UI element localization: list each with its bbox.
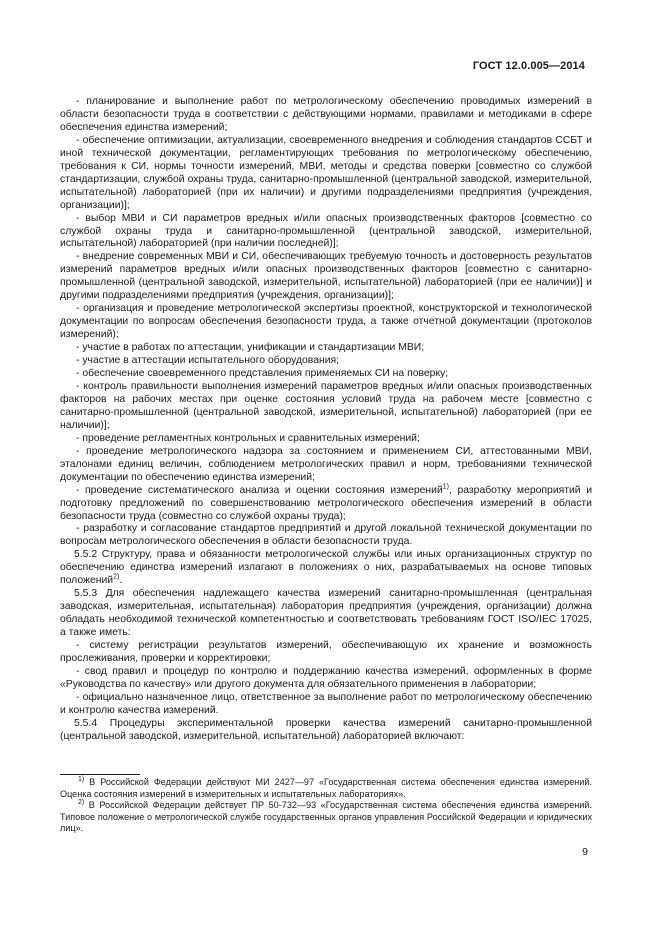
paragraph-text: - проведение систематического анализа и оценки состояния измерений: [76, 484, 443, 496]
paragraph-text: .: [119, 575, 123, 587]
footnotes: [60, 774, 592, 835]
paragraph: - свод правил и процедур по контролю и поддержанию качества измерений, оформленных в форме «Руководства по качеству» или другого документа для обязательного применения в лаборатории;: [60, 665, 592, 690]
footnote-mark: 1): [78, 775, 85, 783]
clause-5-5-3: 5.5.3 Для обеспечения надлежащего качества измерений санитарно-промышленная (центральная заводская, измерительная, испытательная) лаборатория предприятия (учреждения, организации) должна обладать необходимой технической компетентностью и соответствовать требованиям ГОСТ ISO/IEC 17025, а также иметь:: [60, 588, 592, 639]
footnote: [60, 777, 592, 800]
paragraph: - проведение регламентных контрольных и сравнительных измерений;: [76, 432, 420, 444]
paragraph: - обеспечение своевременного представления применяемых СИ на поверку;: [76, 368, 449, 380]
page-number: 9: [582, 846, 588, 858]
paragraph: - официально назначенное лицо, ответственное за выполнение работ по метрологическому обеспечению и контролю качества измерений.: [60, 691, 592, 716]
paragraph: - участие в аттестации испытательного оборудования;: [76, 355, 340, 367]
paragraph-text: , разработку мероприятий и подготовку предложений по совершенствованию метрологического обеспечения измерений в области безопасности труда (совместно со службой охраны труда);: [60, 484, 592, 522]
paragraph: [60, 485, 592, 524]
paragraph: - обеспечение оптимизации, актуализации, своевременного внедрения и соблюдения стандартов ССБТ и иной технической документации, регламентирующих требования по метрологическому обеспечению, требования к СИ, нормы точности измерений, МВИ, методы и средства поверки [совместно со службой стандартизации, службой охраны труда, санитарно-промышленной (центральной заводской, измерительной, испытательной) лабораторией (при их наличии) и другими подразделениями предприятия (учреждения, организации)];: [60, 134, 592, 211]
paragraph: - систему регистрации результатов измерений, обеспечивающую их хранение и возможность прослеживания, проверки и корректировки;: [60, 640, 592, 664]
footnote-ref: 2): [113, 573, 120, 581]
paragraph: - проведение метрологического надзора за состоянием и применением СИ, аттестованными МВИ, эталонами единиц величин, соблюдением метрологических правил и норм, требованиями технической документации по обеспечению единства измерений;: [60, 445, 592, 483]
paragraph: - планирование и выполнение работ по метрологическому обеспечению проводимых измерений в области безопасности труда в соответствии с действующими нормами, правилами и методиками в сфере обеспечения единства измерений;: [60, 96, 592, 133]
footnote-mark: 2): [78, 798, 85, 806]
clause-5-5-4: 5.5.4 Процедуры экспериментальной проверки качества измерений санитарно-промышленной (центральной заводской, измерительной, испытательной) лабораторией включают:: [60, 717, 592, 742]
paragraph: - выбор МВИ и СИ параметров вредных и/или опасных производственных факторов [совместно со службой охраны труда и санитарно-промышленной (центральной заводской, измерительной, испытательной) лабораторией (при наличии последней)];: [60, 212, 592, 250]
paragraph: - внедрение современных МВИ и СИ, обеспечивающих требуемую точность и достоверность результатов измерений параметров вредных и/или опасных производственных факторов [совместно с санитарно-промышленной (центральной заводской, измерительной, испытательной) лабораторией (при ее наличии)] и другими подразделениями предприятия (учреждения, организации)];: [60, 251, 592, 302]
footnote: [60, 800, 592, 835]
paragraph-text: 5.5.2 Структуру, права и обязанности метрологической службы или иных организационных структур по обеспечению единства измерений излагают в положениях о них, разрабатываемых на основе типовых положений: [60, 549, 592, 587]
body-text: [60, 96, 592, 744]
footnote-text: В Российской Федерации действует ПР 50-732—93 «Государственная система обеспечения единства измерений. Типовое положение о метрологической службе государственных органов управления Российской Федерации и юридических лиц».: [60, 800, 592, 833]
paragraph: - контроль правильности выполнения измерений параметров вредных и/или опасных производственных факторов на рабочих местах при оценке состояния условий труда на рабочем месте [совместно с санитарно-промышленной (центральной заводской, измерительной, испытательной) лабораторией (при ее наличии)];: [60, 380, 592, 431]
paragraph: - организация и проведение метрологической экспертизы проектной, конструкторской и технологической документации по вопросам обеспечения безопасности труда, а также отчетной документации (протоколов измерений);: [60, 303, 592, 341]
footnote-text: В Российской Федерации действуют МИ 2427—97 «Государственная система обеспечения единства измерений. Оценка состояния измерений в измерительных и испытательных лабораториях».: [60, 777, 592, 799]
clause-5-5-2: [60, 549, 592, 588]
paragraph: - разработку и согласование стандартов предприятий и другой локальной технической документации по вопросам метрологического обеспечения в области безопасности труда.: [60, 523, 592, 548]
footnote-ref: 1): [442, 483, 449, 491]
paragraph: - участие в работах по аттестации, унификации и стандартизации МВИ;: [76, 342, 425, 354]
document-header: ГОСТ 12.0.005—2014: [472, 60, 585, 72]
footnote-divider: [60, 774, 140, 775]
